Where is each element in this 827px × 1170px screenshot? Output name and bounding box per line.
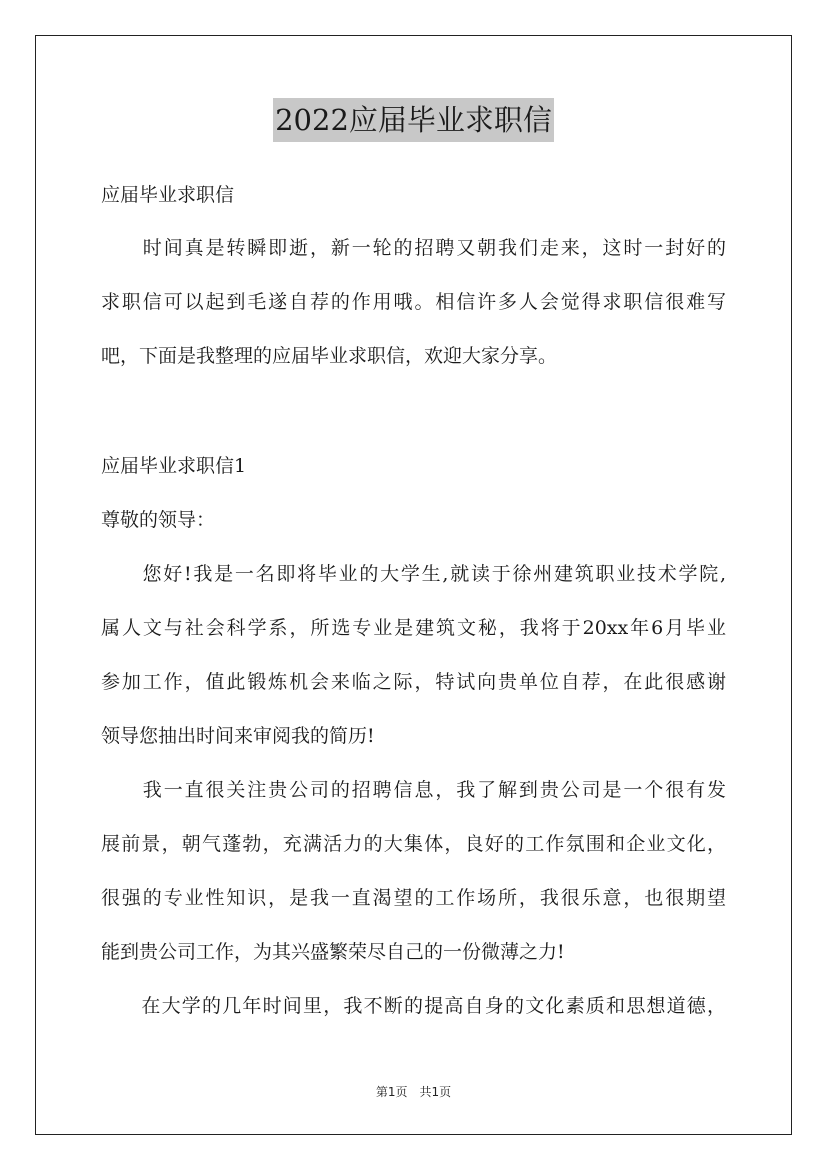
intro-line-3: 吧，下面是我整理的应届毕业求职信，欢迎大家分享。 [101, 345, 558, 367]
intro-line-1: 时间真是转瞬即逝，新一轮的招聘又朝我们走来，这时一封好的 [101, 237, 726, 259]
document-subtitle: 应届毕业求职信 [101, 184, 235, 206]
para1-line-2: 属人文与社会科学系，所选专业是建筑文秘，我将于20xx年6月毕业 [101, 617, 726, 639]
page-footer: 第1页 共1页 [375, 1085, 452, 1099]
para1-line-3: 参加工作，值此锻炼机会来临之际，特试向贵单位自荐，在此很感谢 [101, 671, 726, 693]
section-heading: 应届毕业求职信1 [101, 455, 247, 477]
title-container [0, 98, 827, 142]
intro-line-2: 求职信可以起到毛遂自荐的作用哦。相信许多人会觉得求职信很难写 [101, 291, 726, 313]
para2-line-1: 我一直很关注贵公司的招聘信息，我了解到贵公司是一个很有发 [101, 779, 726, 801]
para2-line-3: 很强的专业性知识，是我一直渴望的工作场所，我很乐意，也很期望 [101, 887, 726, 909]
para1-line-4: 领导您抽出时间来审阅我的简历! [101, 725, 375, 747]
document-title: 2022应届毕业求职信 [273, 98, 554, 142]
para3-line-1: 在大学的几年时间里，我不断的提高自身的文化素质和思想道德， [101, 995, 726, 1017]
salutation: 尊敬的领导： [101, 509, 216, 531]
para2-line-2: 展前景，朝气蓬勃，充满活力的大集体，良好的工作氛围和企业文化， [101, 833, 726, 855]
para2-line-4: 能到贵公司工作，为其兴盛繁荣尽自己的一份微薄之力! [101, 941, 565, 963]
para1-line-1: 您好!我是一名即将毕业的大学生,就读于徐州建筑职业技术学院, [101, 563, 726, 585]
